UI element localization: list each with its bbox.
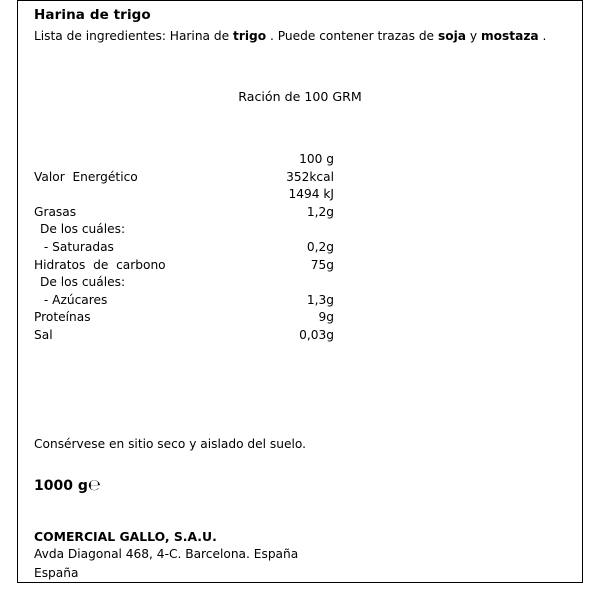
nutrition-header-row [34, 151, 394, 169]
table-row [34, 169, 394, 187]
product-label-card [17, 0, 583, 583]
nutrient-name: - Azúcares [40, 292, 108, 307]
table-row [34, 204, 394, 222]
nutrient-value: 0,2g [306, 239, 334, 254]
company-address: Avda Diagonal 468, 4-C. Barcelona. España [34, 547, 299, 561]
nutrient-name: Hidratos de carbono [34, 257, 166, 272]
label-inner [18, 1, 582, 582]
ingredients-suffix: . [538, 29, 547, 43]
company-name: COMERCIAL GALLO, S.A.U. [34, 529, 217, 544]
table-row [34, 309, 394, 327]
nutrient-name: - Saturadas [40, 239, 114, 254]
nutrient-value: 75g [310, 257, 334, 272]
nutrient-value: 1,2g [306, 204, 334, 219]
nutrient-value: 1,3g [306, 292, 334, 307]
allergen-trigo: trigo [233, 29, 267, 43]
nutrient-name: Sal [34, 327, 53, 342]
estimated-sign-icon: ℮ [87, 476, 101, 494]
table-row [34, 274, 394, 292]
ingredients-prefix: Lista de ingredientes: Harina de [34, 29, 233, 43]
nutrient-name: Grasas [34, 204, 77, 219]
table-row [34, 327, 394, 345]
nutrient-value: 9g [318, 310, 334, 325]
product-title: Harina de trigo [34, 7, 151, 23]
nutrient-value: 352kcal [286, 169, 334, 184]
net-weight-value: 1000 g [34, 478, 88, 494]
table-row [34, 292, 394, 310]
nutrient-value: 0,03g [299, 327, 334, 342]
nutrient-name: Valor Energético [34, 169, 138, 184]
table-row [34, 239, 394, 257]
net-weight [34, 476, 101, 494]
table-row [34, 221, 394, 239]
nutrient-name: De los cuáles: [40, 222, 126, 237]
nutrition-table [34, 151, 394, 345]
table-row [34, 186, 394, 204]
nutrient-value: 1494 kJ [288, 187, 334, 202]
nutrition-column-header: 100 g [299, 152, 334, 166]
portion-size: Ración de 100 GRM [238, 89, 362, 104]
nutrient-name: Proteínas [34, 310, 91, 325]
country-of-origin: España [34, 566, 79, 580]
ingredients-mid1: . Puede contener trazas de [266, 29, 438, 43]
ingredients-mid2: y [465, 29, 481, 43]
ingredients-list [34, 28, 564, 44]
table-row [34, 257, 394, 275]
allergen-soja: soja [437, 29, 466, 43]
nutrient-name: De los cuáles: [40, 275, 126, 290]
storage-instructions: Consérvese en sitio seco y aislado del suelo. [34, 437, 306, 451]
allergen-mostaza: mostaza [480, 29, 539, 43]
